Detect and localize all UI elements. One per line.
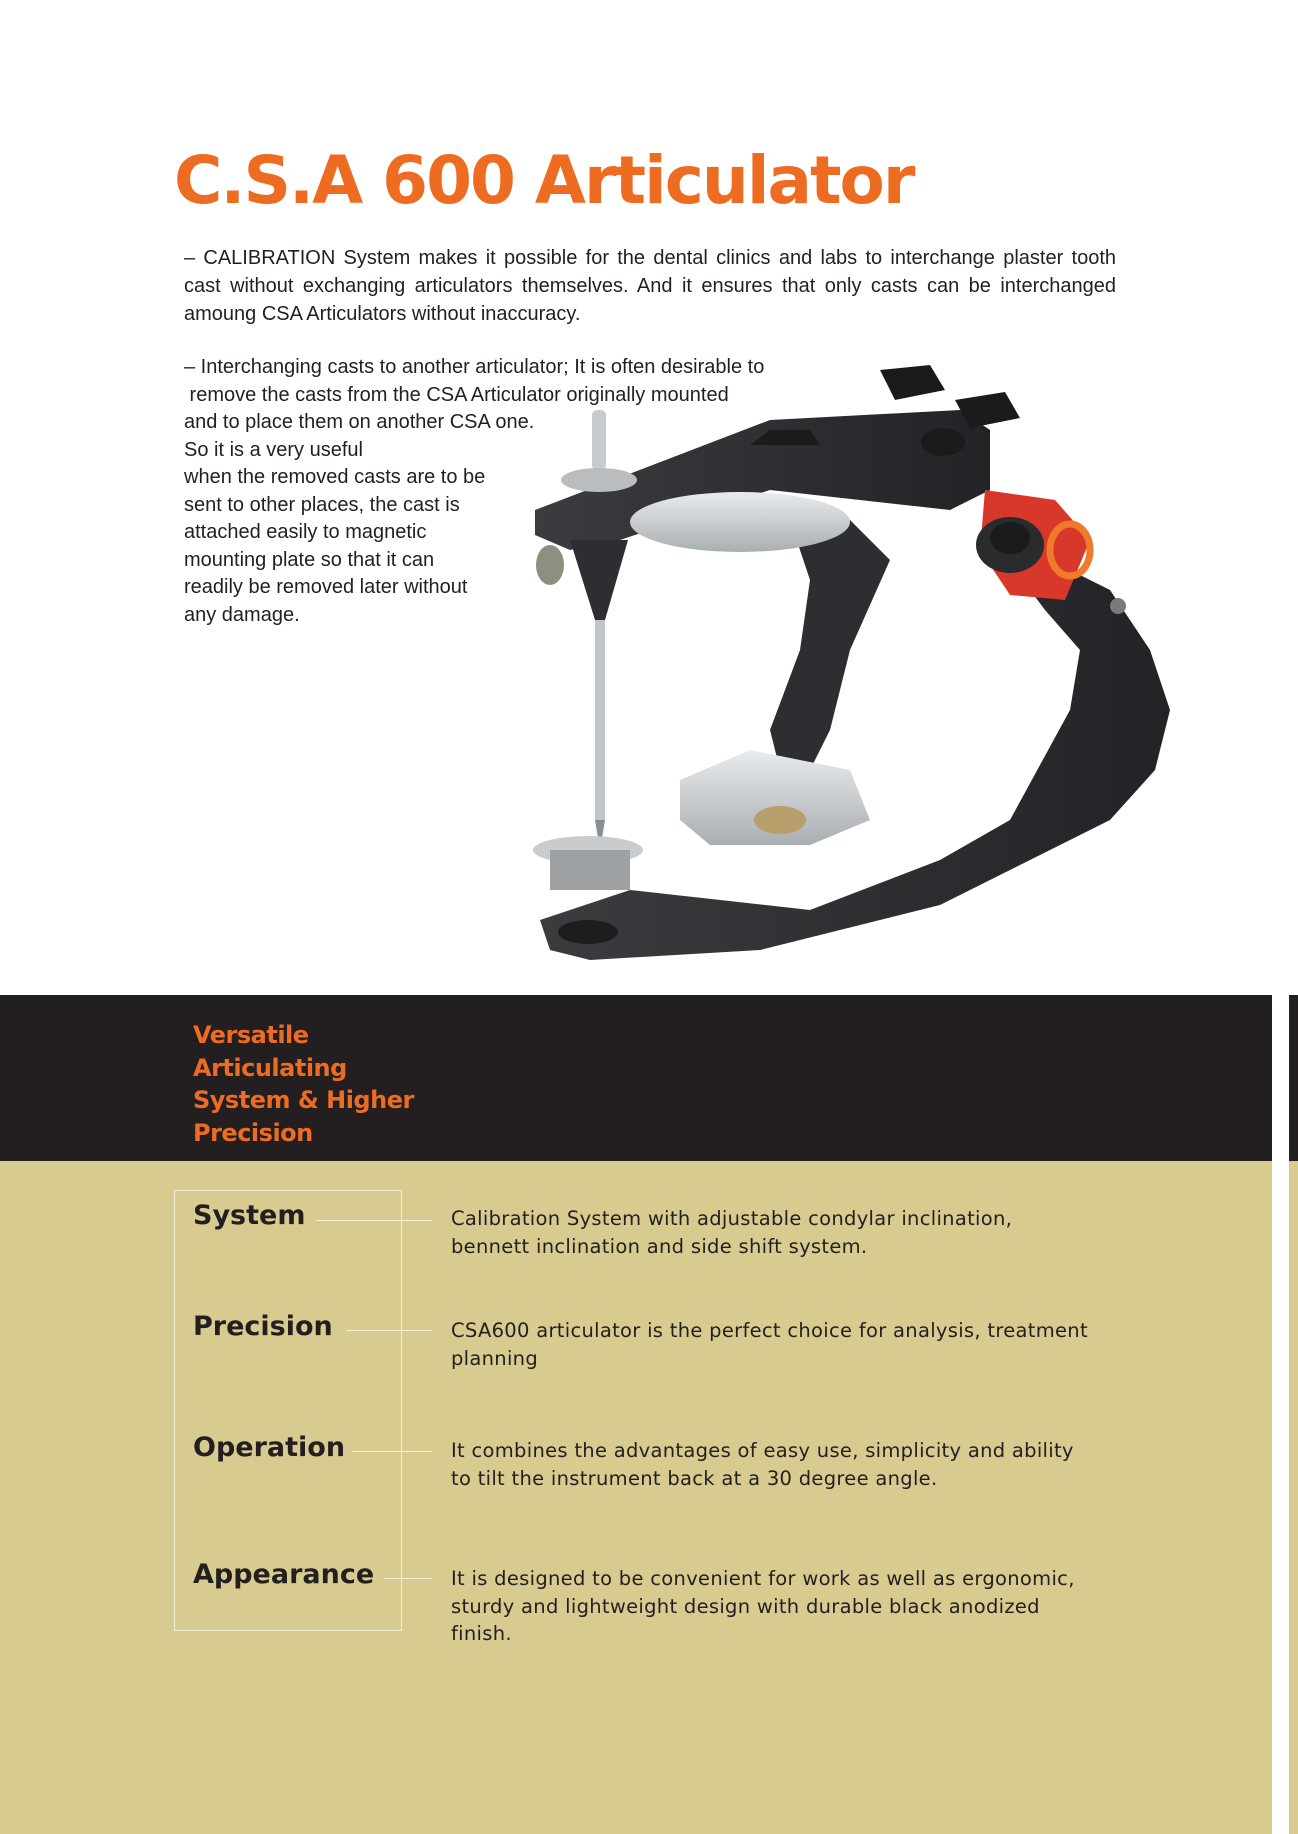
feature-desc-appearance: It is designed to be convenient for work as well as ergonomic, sturdy and lightweight design with durable black anodized finish. bbox=[451, 1567, 1075, 1645]
feature-connector bbox=[384, 1578, 432, 1579]
feature-connector bbox=[352, 1451, 432, 1452]
intro-paragraph: – CALIBRATION System makes it possible for the dental clinics and labs to interchange plaster tooth cast without exchanging articulators themselves. And it ensures that only casts can be interchanged amoung CSA Articulators without inaccuracy. bbox=[184, 247, 1116, 325]
tagline-band bbox=[0, 995, 1272, 1161]
tagline-line: Versatile bbox=[193, 1021, 309, 1049]
interchange-line: sent to other places, the cast is bbox=[184, 493, 460, 516]
interchange-line: when the removed casts are to be bbox=[184, 466, 486, 488]
feature-label-precision: Precision bbox=[193, 1311, 333, 1342]
tagline bbox=[193, 1019, 414, 1149]
feature-desc-system: Calibration System with adjustable condylar inclination, bennett inclination and side shift system. bbox=[451, 1207, 1013, 1258]
feature-label-appearance: Appearance bbox=[193, 1559, 375, 1590]
feature-label-operation: Operation bbox=[193, 1432, 346, 1463]
feature-connector bbox=[346, 1330, 432, 1331]
tagline-line: Precision bbox=[193, 1118, 313, 1147]
tagline-line: Articulating bbox=[193, 1053, 347, 1082]
interchange-line: any damage. bbox=[184, 603, 300, 626]
page-edge-strip-dark bbox=[1289, 995, 1298, 1161]
feature-desc-precision: CSA600 articulator is the perfect choice for analysis, treatment planning bbox=[451, 1319, 1088, 1370]
articulator-product-image bbox=[510, 350, 1230, 1005]
interchange-line: So it is a very useful bbox=[184, 438, 363, 461]
interchange-line: readily be removed later without bbox=[184, 576, 468, 598]
feature-label-system: System bbox=[193, 1200, 306, 1231]
interchange-line: attached easily to magnetic bbox=[184, 521, 427, 543]
page-title: C.S.A 600 Articulator bbox=[174, 142, 914, 219]
interchange-line: remove the casts from the CSA Articulator originally mounted bbox=[184, 383, 729, 406]
interchange-line: – Interchanging casts to another articulator; It is often desirable to bbox=[184, 356, 765, 378]
feature-connector bbox=[316, 1220, 432, 1221]
interchange-line: mounting plate so that it can bbox=[184, 548, 435, 571]
interchange-line: and to place them on another CSA one. bbox=[184, 411, 535, 433]
feature-desc-operation: It combines the advantages of easy use, simplicity and ability to tilt the instrument back at a 30 degree angle. bbox=[451, 1439, 1074, 1490]
tagline-line: System & Higher bbox=[193, 1086, 414, 1114]
